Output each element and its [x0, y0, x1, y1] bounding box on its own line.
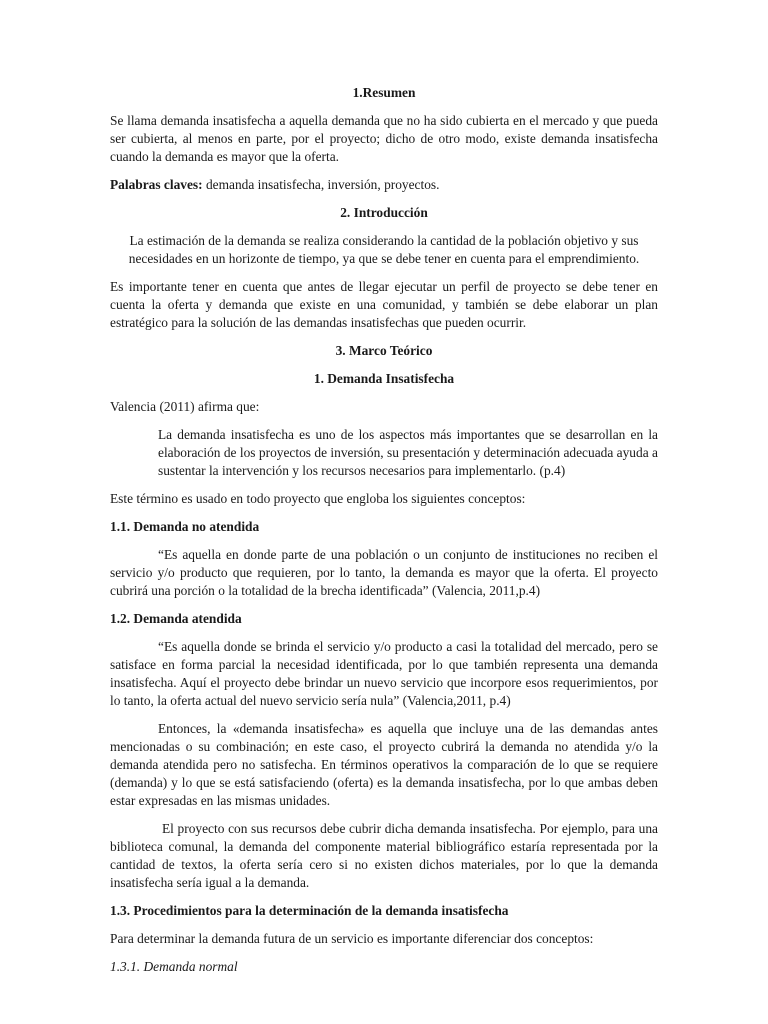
keywords-text: demanda insatisfecha, inversión, proyectos. — [202, 177, 440, 192]
valencia-intro: Valencia (2011) afirma que: — [110, 399, 260, 414]
demanda-no-atendida-heading: 1.1. Demanda no atendida — [110, 519, 260, 534]
demanda-no-atendida-paragraph: “Es aquella en donde parte de una población o un conjunto de instituciones no reciben el servicio y/o producto que requieren, por lo tanto, la demanda es mayor que la oferta. El proyecto cubrirá una porción o la totalidad de la brecha identificada” (Valencia, 2011,p.4) — [110, 547, 658, 598]
introduccion-paragraph-2: Es importante tener en cuenta que antes de llegar ejecutar un perfil de proyecto se debe tener en cuenta la oferta y demanda que existe en una comunidad, y también se debe elaborar un plan estratégico para la solución de las demandas insatisfechas que pueden ocurrir. — [110, 279, 658, 330]
introduccion-paragraph-1: La estimación de la demanda se realiza considerando la cantidad de la población objetivo y sus necesidades en un horizonte de tiempo, ya que se debe tener en cuenta para el emprendimiento. — [128, 233, 640, 266]
entonces-paragraph: Entonces, la «demanda insatisfecha» es aquella que incluye una de las demandas antes mencionadas o su combinación; en este caso, el proyecto cubrirá la demanda no atendida y/o la demanda atendida pero no satisfecha. En términos operativos la comparación de lo que se requiere (demanda) y lo que se está satisfaciendo (oferta) es la demanda insatisfecha, por lo que ambas deben estar expresadas en las mismas unidades. — [110, 721, 658, 808]
demanda-atendida-paragraph: “Es aquella donde se brinda el servicio y/o producto a casi la totalidad del mercado, pero se satisface en forma parcial la necesidad identificada, por lo que también representa una demanda insatisfecha. Aquí el proyecto debe brindar un nuevo servicio que incorpore esos requerimientos, por lo tanto, la oferta actual del nuevo servicio sería nula” (Valencia,2011, p.4) — [110, 639, 658, 708]
marco-teorico-heading: 3. Marco Teórico — [335, 343, 433, 358]
procedimientos-paragraph: Para determinar la demanda futura de un servicio es importante diferenciar dos conceptos: — [110, 931, 594, 946]
procedimientos-heading: 1.3. Procedimientos para la determinación de la demanda insatisfecha — [110, 903, 509, 918]
resumen-heading: 1.Resumen — [352, 85, 416, 100]
proyecto-paragraph: El proyecto con sus recursos debe cubrir dicha demanda insatisfecha. Por ejemplo, para una biblioteca comunal, la demanda del componente material bibliográfico estaría representada por la cantidad de textos, la oferta sería cero si no existen dichos materiales, por lo que la demanda insatisfecha sería igual a la demanda. — [110, 821, 658, 890]
keywords-label: Palabras claves: — [110, 177, 203, 192]
keywords-paragraph — [110, 176, 658, 194]
demanda-normal-heading: 1.3.1. Demanda normal — [110, 959, 238, 974]
termino-paragraph: Este término es usado en todo proyecto que engloba los siguientes conceptos: — [110, 491, 526, 506]
demanda-insatisfecha-heading: 1. Demanda Insatisfecha — [313, 371, 455, 386]
resumen-paragraph: Se llama demanda insatisfecha a aquella demanda que no ha sido cubierta en el mercado y que pueda ser cubierta, al menos en parte, por el proyecto; dicho de otro modo, existe demanda insatisfecha cuando la demanda es mayor que la oferta. — [110, 113, 658, 164]
valencia-quote: La demanda insatisfecha es uno de los aspectos más importantes que se desarrollan en la elaboración de los proyectos de inversión, su presentación y determinación adecuada ayuda a sustentar la intervención y los recursos necesarios para implementarlo. (p.4) — [158, 427, 658, 478]
introduccion-heading: 2. Introducción — [340, 205, 428, 220]
demanda-atendida-heading: 1.2. Demanda atendida — [110, 611, 242, 626]
